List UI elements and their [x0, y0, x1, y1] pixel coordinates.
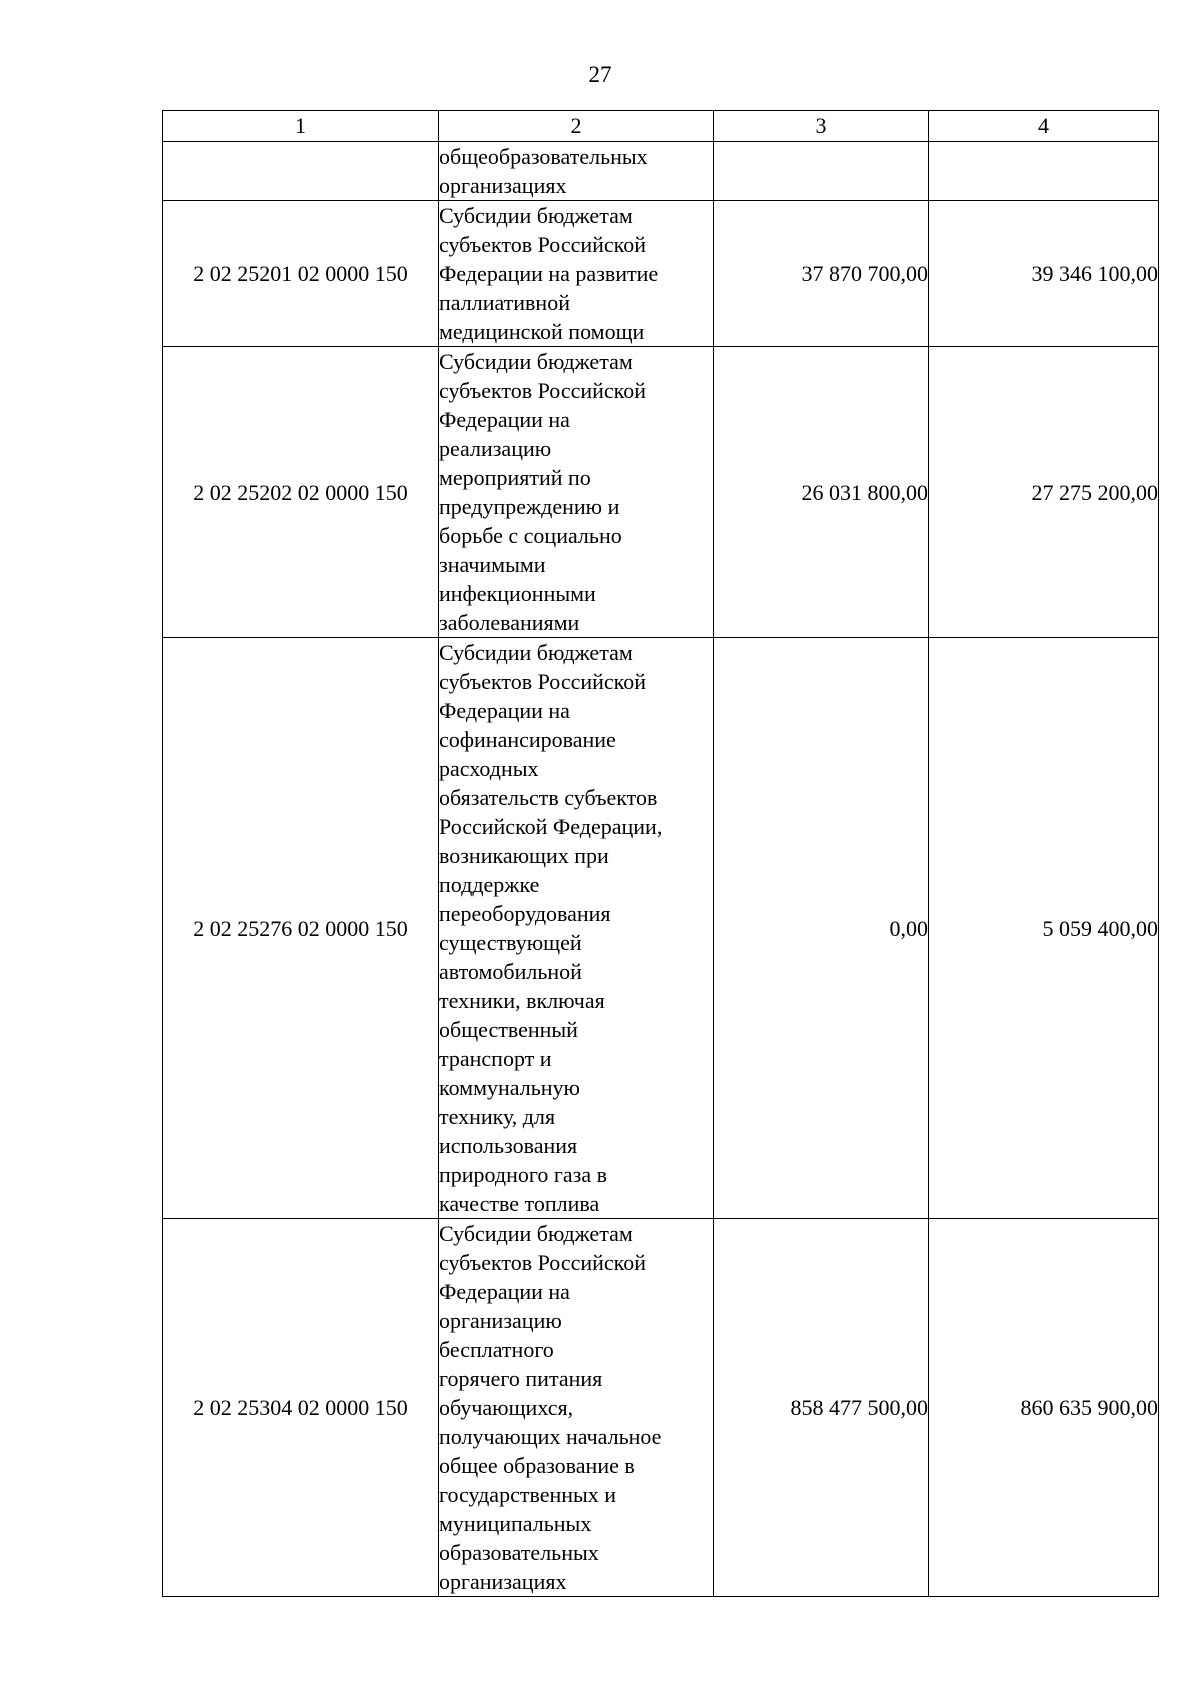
amount-column-3-cell: 858 477 500,00: [714, 1219, 929, 1597]
revenue-name-line: Субсидии бюджетам: [439, 349, 633, 374]
revenue-name-line: получающих начальное: [439, 1424, 662, 1449]
budget-code-cell: 2 02 25276 02 0000 150: [163, 638, 439, 1219]
revenue-name-line: поддержке: [439, 872, 540, 897]
revenue-name-cell: [439, 1219, 714, 1597]
revenue-name-line: общеобразовательных: [439, 144, 648, 169]
amount-column-4-cell: 39 346 100,00: [929, 201, 1159, 347]
amount-column-4-cell: [929, 142, 1159, 201]
column-header-2: 2: [439, 111, 714, 142]
revenue-name-line: субъектов Российской: [439, 669, 647, 694]
revenue-name-cell: [439, 638, 714, 1219]
revenue-name-line: значимыми: [439, 552, 546, 577]
revenue-name-line: коммунальную: [439, 1075, 580, 1100]
revenue-name-line: бесплатного: [439, 1337, 554, 1362]
amount-column-3-cell: 0,00: [714, 638, 929, 1219]
revenue-name-line: борьбе с социально: [439, 523, 622, 548]
amount-column-3-cell: 37 870 700,00: [714, 201, 929, 347]
revenue-name-line: обязательств субъектов: [439, 785, 658, 810]
revenue-name-line: расходных: [439, 756, 539, 781]
revenue-name-line: софинансирование: [439, 727, 616, 752]
budget-code-cell: [163, 142, 439, 201]
revenue-name-line: предупреждению и: [439, 494, 620, 519]
revenue-name-cell: [439, 347, 714, 638]
revenue-name-line: использования: [439, 1133, 578, 1158]
table-row: [163, 142, 1159, 201]
revenue-name-line: паллиативной: [439, 290, 570, 315]
budget-revenue-table: [162, 110, 1159, 1597]
revenue-name-line: муниципальных: [439, 1511, 592, 1536]
amount-column-3-cell: 26 031 800,00: [714, 347, 929, 638]
revenue-name-line: техники, включая: [439, 988, 605, 1013]
revenue-name-line: Федерации на развитие: [439, 261, 659, 286]
revenue-name-line: существующей: [439, 930, 582, 955]
amount-column-3-cell: [714, 142, 929, 201]
revenue-name-line: возникающих при: [439, 843, 609, 868]
revenue-name-line: субъектов Российской: [439, 232, 647, 257]
revenue-name-cell: [439, 201, 714, 347]
column-header-4: 4: [929, 111, 1159, 142]
budget-code-cell: 2 02 25202 02 0000 150: [163, 347, 439, 638]
revenue-name-line: инфекционными: [439, 581, 596, 606]
column-header-1: 1: [163, 111, 439, 142]
revenue-name-line: государственных и: [439, 1482, 617, 1507]
revenue-name-line: обучающихся,: [439, 1395, 574, 1420]
revenue-name-line: медицинской помощи: [439, 319, 645, 344]
revenue-name-line: организациях: [439, 1569, 567, 1594]
revenue-name-cell: [439, 142, 714, 201]
revenue-name-line: организацию: [439, 1308, 562, 1333]
table-header-row: [163, 111, 1159, 142]
revenue-name-line: Федерации на: [439, 1279, 570, 1304]
revenue-name-line: мероприятий по: [439, 465, 591, 490]
revenue-name-line: Субсидии бюджетам: [439, 640, 633, 665]
revenue-name-line: организациях: [439, 173, 567, 198]
budget-code-cell: 2 02 25201 02 0000 150: [163, 201, 439, 347]
table-row: [163, 347, 1159, 638]
revenue-name-line: горячего питания: [439, 1366, 603, 1391]
revenue-name-line: Федерации на: [439, 407, 570, 432]
revenue-name-line: Российской Федерации,: [439, 814, 663, 839]
table-body: [163, 142, 1159, 1597]
revenue-name-line: субъектов Российской: [439, 1250, 647, 1275]
revenue-name-line: автомобильной: [439, 959, 582, 984]
table-row: [163, 201, 1159, 347]
revenue-name-line: технику, для: [439, 1104, 556, 1129]
revenue-name-line: субъектов Российской: [439, 378, 647, 403]
amount-column-4-cell: 27 275 200,00: [929, 347, 1159, 638]
revenue-name-line: транспорт и: [439, 1046, 552, 1071]
table-row: [163, 638, 1159, 1219]
revenue-name-line: заболеваниями: [439, 610, 580, 635]
budget-code-cell: 2 02 25304 02 0000 150: [163, 1219, 439, 1597]
revenue-name-line: общественный: [439, 1017, 578, 1042]
amount-column-4-cell: 860 635 900,00: [929, 1219, 1159, 1597]
revenue-name-line: природного газа в: [439, 1162, 607, 1187]
revenue-name-line: Субсидии бюджетам: [439, 1221, 633, 1246]
table-row: [163, 1219, 1159, 1597]
revenue-name-line: реализацию: [439, 436, 552, 461]
revenue-name-line: качестве топлива: [439, 1191, 600, 1216]
revenue-name-line: общее образование в: [439, 1453, 635, 1478]
column-header-3: 3: [714, 111, 929, 142]
amount-column-4-cell: 5 059 400,00: [929, 638, 1159, 1219]
revenue-name-line: Федерации на: [439, 698, 570, 723]
revenue-name-line: Субсидии бюджетам: [439, 203, 633, 228]
page-number: 27: [588, 62, 612, 87]
revenue-name-line: переоборудования: [439, 901, 611, 926]
revenue-name-line: образовательных: [439, 1540, 599, 1565]
